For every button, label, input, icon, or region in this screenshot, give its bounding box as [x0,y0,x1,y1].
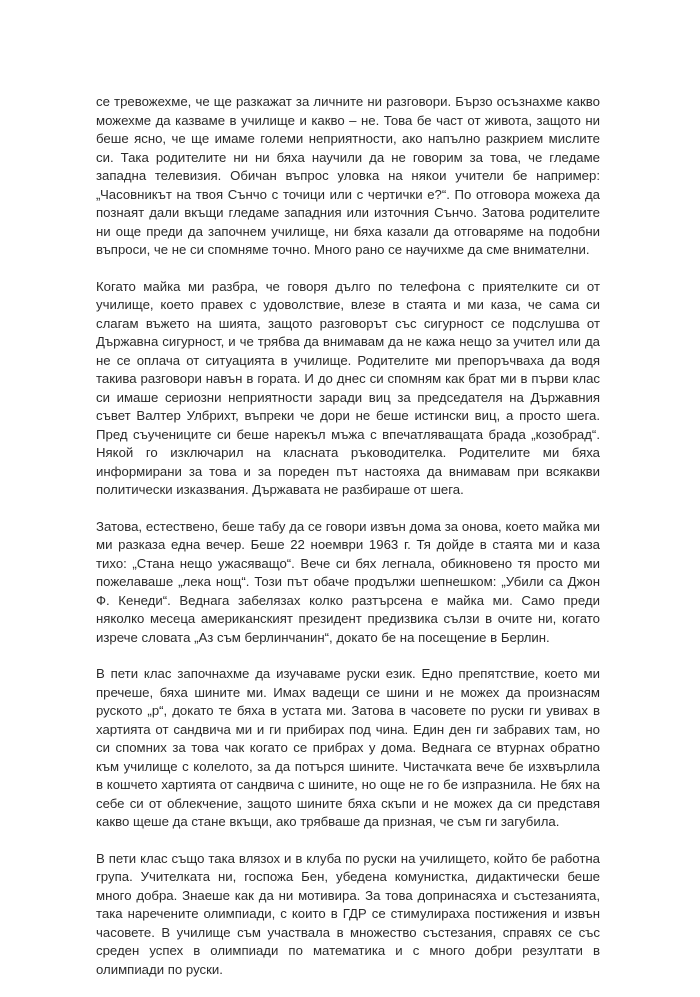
paragraph-1: се тревожехме, че ще разкажат за личните ни разговори. Бързо осъзнахме какво можехме да казваме в училище и какво – не. Това бе част от живота, защото ни беше ясно, че ще имаме големи неприятности, ако напълно разкрием мислите си. Така родителите ни ни бяха научили да не говорим за това, че гледаме западна телевизия. Обичан въпрос уловка на някои учители бе например: „Часовникът на твоя Сънчо с точици или с чертички е?“. По отговора можеха да познаят дали вкъщи гледаме западния или източния Сънчо. Затова родителите ни още преди да започнем училище, ни бяха казали да отговаряме на подобни въпроси, че не си спомняме точно. Много рано се научихме да сме внимателни. [96,94,600,257]
paragraph-2: Когато майка ми разбра, че говоря дълго по телефона с приятелките си от училище, което правех с удоволствие, влезе в стаята и ми каза, че сама си слагам въжето на шията, защото разговорът със сигурност се подслушва от Държавна сигурност, и че трябва да внимавам да не кажа нещо за учител или да не се оплача от ситуацията в училище. Родителите ми препоръчваха да водя такива разговори навън в гората. И до днес си спомням как брат ми в първи клас си имаше сериозни неприятности заради виц за председателя на Държавния съвет Валтер Улбрихт, въпреки че дори не беше истински виц, а просто шега. Пред съучениците си беше нарекъл мъжа с впечатляващата брада „козобрад“. Някой го изключарил на класната ръководителка. Родителите ми бяха информирани за това и за пореден път настояха да внимавам при всякакви политически изказвания. Държавата не разбираше от шега. [96,278,600,497]
paragraph-4: В пети клас започнахме да изучаваме руски език. Едно препятствие, което ми пречеше, бяха шините ми. Имах вадещи се шини и не можех да произнасям руското „р“, докато те бяха в устата ми. Затова в часовете по руски ги увивах в хартията от сандвича ми и ги прибирах под чина. Един ден ги забравих там, но си спомних за това чак когато се прибрах у дома. Веднага се втурнах обратно към училище с колелото, за да потърся шините. Чистачката вече бе изхвърлила в кошчето хартията от сандвича с шините, но още не го бе изпразнила. Не бях на себе си от облекчение, защото шините бяха скъпи и не можех да си представя какво щеше да стане вкъщи, ако трябваше да призная, че съм ги загубила. [96,666,600,829]
paragraph-3: Затова, естествено, беше табу да се говори извън дома за онова, което майка ми ми разказа една вечер. Беше 22 ноември 1963 г. Тя дойде в стаята ми и каза тихо: „Стана нещо ужасяващо“. Вече си бях легнала, обикновено тя просто ми пожелаваше „лека нощ“. Този път обаче продължи шепнешком: „Убили са Джон Ф. Кенеди“. Веднага забелязах колко разтърсена е майка ми. Само преди няколко месеца американският президент предизвика сълзи в очите ни, когато изрече словата „Аз съм берлинчанин“, докато бе на посещение в Берлин. [96,518,600,645]
document-body [96,93,600,997]
paragraph-5: В пети клас също така влязох и в клуба по руски на училището, който бе работна група. Учителката ни, госпожа Бен, убедена комунистка, дидактически беше много добра. Знаеше как да ни мотивира. За това допринасяха и състезанията, така наречените олимпиади, с които в ГДР се стимулираха постижения и извън часовете. В училище съм участвала в множество състезания, справях се със среден успех в олимпиади по математика и с много добри резултати в олимпиади по руски. [96,850,600,977]
